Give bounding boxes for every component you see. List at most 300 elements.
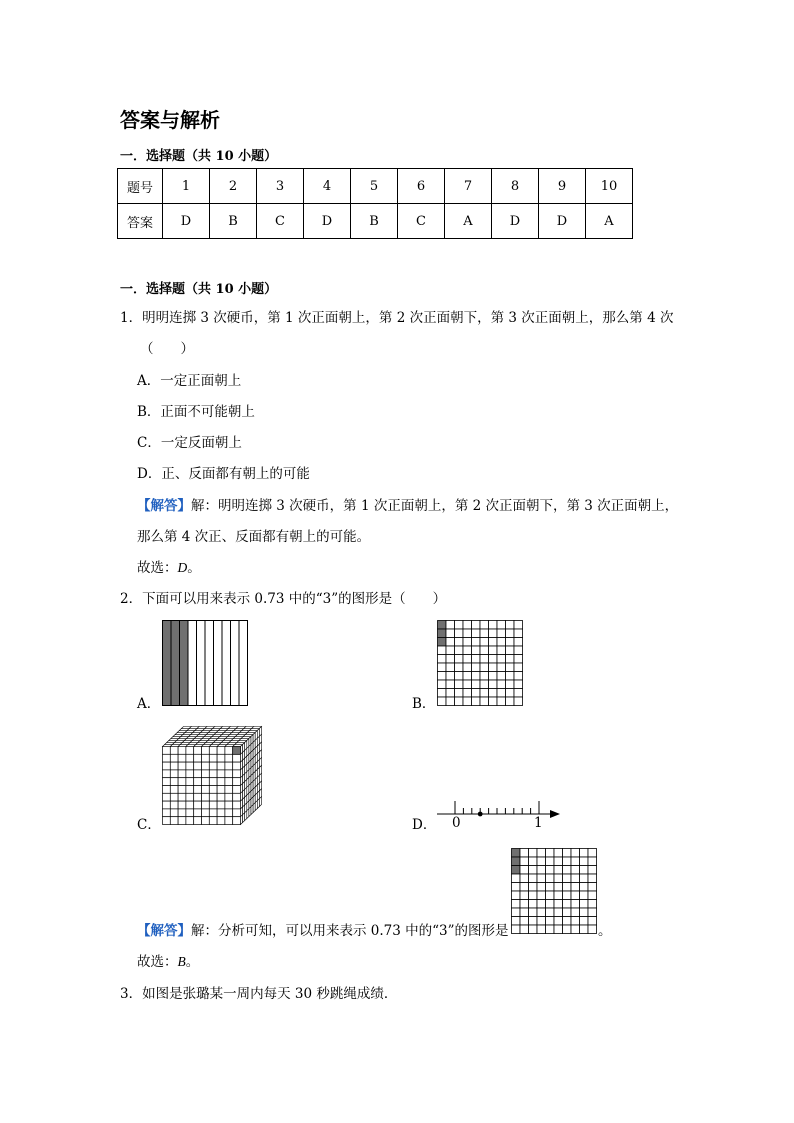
grid-cell xyxy=(455,672,464,681)
grid-cell xyxy=(480,638,489,647)
grid-cell xyxy=(463,663,472,672)
table-cell: C xyxy=(398,204,445,239)
grid-cell xyxy=(489,672,498,681)
grid-cell xyxy=(537,917,546,926)
number-line-end-label: 1 xyxy=(534,815,543,831)
grid-cell xyxy=(446,646,455,655)
grid-cell xyxy=(472,697,481,706)
grid-cell xyxy=(497,646,506,655)
table-header-cell: 答案 xyxy=(118,204,163,239)
table-cell: D xyxy=(492,204,539,239)
cube-front-cell xyxy=(186,817,194,825)
cube-front-cell xyxy=(209,817,217,825)
grid-cell xyxy=(554,874,563,883)
section-heading-table: 一．选择题（共 10 小题） xyxy=(120,149,278,164)
grid-cell xyxy=(588,917,597,926)
cube-front-cell xyxy=(225,747,233,755)
analysis-text: 解：明明连掷 3 次硬币，第 1 次正面朝上，第 2 次正面朝下，第 3 次正面朝上， xyxy=(191,498,679,514)
cube-front-cell xyxy=(217,786,225,794)
table-cell: B xyxy=(351,204,398,239)
cube-front-cell xyxy=(209,770,217,778)
cube-front-cell xyxy=(233,778,241,786)
grid-cell xyxy=(571,917,580,926)
table-cell: 8 xyxy=(492,169,539,204)
grid-cell xyxy=(472,646,481,655)
grid-cell xyxy=(446,680,455,689)
cube-front-cell xyxy=(163,786,171,794)
table-cell: 5 xyxy=(351,169,398,204)
grid-cell xyxy=(520,883,529,892)
grid-cell xyxy=(489,629,498,638)
grid-cell xyxy=(520,908,529,917)
grid-cell xyxy=(512,891,521,900)
cube-front-cell xyxy=(209,747,217,755)
question-1-choice xyxy=(137,559,201,577)
cube-front-cell xyxy=(209,754,217,762)
cube-front-cell xyxy=(163,801,171,809)
question-1-option-a: A．一定正面朝上 xyxy=(137,373,242,389)
cube-front-cell xyxy=(186,778,194,786)
grid-cell xyxy=(563,849,572,858)
grid-cell xyxy=(554,849,563,858)
cube-front-cell xyxy=(194,770,202,778)
grid-cell xyxy=(554,925,563,934)
cube-front-cell xyxy=(225,754,233,762)
cube-side-cell xyxy=(249,807,251,817)
grid-cell xyxy=(472,629,481,638)
grid-cell xyxy=(514,629,523,638)
table-cell: A xyxy=(586,204,633,239)
grid-cell xyxy=(537,857,546,866)
cube-front-cell xyxy=(178,778,186,786)
grid-cell xyxy=(520,900,529,909)
cube-front-cell xyxy=(186,762,194,770)
grid-cell xyxy=(563,891,572,900)
table-cell: C xyxy=(257,204,304,239)
cube-front-cell xyxy=(233,809,241,817)
question-1-option-b: B．正面不可能朝上 xyxy=(137,404,255,420)
page-title: 答案与解析 xyxy=(120,108,220,132)
grid-cell xyxy=(580,874,589,883)
grid-cell xyxy=(506,638,515,647)
grid-cell xyxy=(506,646,515,655)
grid-cell xyxy=(497,697,506,706)
choice-letter: B xyxy=(177,954,186,969)
cube-front-cell xyxy=(217,747,225,755)
cube-front-cell xyxy=(217,809,225,817)
cube-front-cell xyxy=(178,770,186,778)
cube-front-cell xyxy=(233,793,241,801)
grid-cell xyxy=(480,621,489,630)
grid-cell xyxy=(497,672,506,681)
grid-cell xyxy=(463,697,472,706)
grid-cell xyxy=(529,874,538,883)
cube-front-cell xyxy=(178,817,186,825)
grid-cell xyxy=(455,629,464,638)
grid-cell xyxy=(520,891,529,900)
grid-cell xyxy=(588,849,597,858)
cube-front-cell xyxy=(163,754,171,762)
cube-front-cell xyxy=(163,747,171,755)
grid-cell xyxy=(472,689,481,698)
strip xyxy=(239,621,248,706)
grid-cell xyxy=(497,629,506,638)
cube-front-cell xyxy=(163,778,171,786)
grid-cell xyxy=(563,866,572,875)
grid-cell xyxy=(480,672,489,681)
shaded-cell xyxy=(438,638,447,647)
cube-side-cell xyxy=(255,801,257,811)
grid-cell xyxy=(580,925,589,934)
cube-front-cell xyxy=(202,801,210,809)
grid-cell xyxy=(563,857,572,866)
grid-cell xyxy=(554,908,563,917)
grid-cell xyxy=(489,663,498,672)
cube-front-cell xyxy=(178,747,186,755)
grid-cell xyxy=(580,857,589,866)
grid-cell xyxy=(571,891,580,900)
grid-cell xyxy=(529,857,538,866)
table-row xyxy=(118,204,633,239)
grid-cell xyxy=(506,663,515,672)
grid-cell xyxy=(520,917,529,926)
grid-cell xyxy=(489,621,498,630)
cube-side-cell xyxy=(251,805,253,815)
cube-front-cell xyxy=(202,809,210,817)
grid-cell xyxy=(463,646,472,655)
table-cell: 1 xyxy=(163,169,210,204)
grid-cell xyxy=(446,663,455,672)
strip xyxy=(188,621,197,706)
grid-cell xyxy=(489,689,498,698)
cube-front-cell xyxy=(194,762,202,770)
grid-cell xyxy=(463,638,472,647)
grid-cell xyxy=(446,697,455,706)
table-row xyxy=(118,169,633,204)
number-line-point xyxy=(478,812,483,817)
cube-front-cell xyxy=(225,786,233,794)
cube-front-cell xyxy=(186,786,194,794)
grid-cell xyxy=(514,638,523,647)
grid-cell xyxy=(446,689,455,698)
cube-front-cell xyxy=(163,817,171,825)
grid-cell xyxy=(489,646,498,655)
strip xyxy=(214,621,223,706)
grid-cell xyxy=(514,663,523,672)
question-1-stem: 1．明明连掷 3 次硬币，第 1 次正面朝上，第 2 次正面朝下，第 3 次正面朝上，那么第 4 次 xyxy=(120,310,674,326)
cube-front-cell xyxy=(209,778,217,786)
figure-c-cube xyxy=(162,726,262,828)
cube-front-cell xyxy=(233,817,241,825)
grid-cell xyxy=(446,672,455,681)
cube-front-cell xyxy=(209,809,217,817)
grid-cell xyxy=(497,663,506,672)
question-2-choice xyxy=(137,953,199,971)
cube-front-cell xyxy=(186,809,194,817)
answer-table xyxy=(117,168,633,239)
table-cell: D xyxy=(163,204,210,239)
cube-front-cell xyxy=(209,801,217,809)
cube-front-cell xyxy=(202,786,210,794)
analysis-text: 解：分析可知，可以用来表示 0.73 中的“3”的图形是 xyxy=(191,923,509,939)
grid-cell xyxy=(506,621,515,630)
grid-cell xyxy=(571,925,580,934)
cube-front-cell xyxy=(202,754,210,762)
grid-cell xyxy=(588,925,597,934)
cube-front-cell xyxy=(186,747,194,755)
grid-cell xyxy=(563,908,572,917)
grid-cell xyxy=(588,900,597,909)
grid-cell xyxy=(529,900,538,909)
grid-cell xyxy=(497,621,506,630)
grid-cell xyxy=(514,680,523,689)
grid-cell xyxy=(571,857,580,866)
cube-front-cell xyxy=(217,801,225,809)
grid-cell xyxy=(438,680,447,689)
cube-front-cell xyxy=(178,786,186,794)
grid-cell xyxy=(480,663,489,672)
grid-cell xyxy=(537,891,546,900)
cube-front-cell xyxy=(163,809,171,817)
grid-cell xyxy=(455,655,464,664)
grid-cell xyxy=(489,655,498,664)
grid-cell xyxy=(480,689,489,698)
question-2-stem: 2．下面可以用来表示 0.73 中的“3”的图形是（ ） xyxy=(120,591,447,607)
grid-cell xyxy=(497,689,506,698)
cube-front-cell xyxy=(225,762,233,770)
grid-cell xyxy=(529,917,538,926)
grid-cell xyxy=(512,908,521,917)
grid-cell xyxy=(563,874,572,883)
strip xyxy=(222,621,231,706)
choice-suffix: 。 xyxy=(185,954,200,970)
cube-front-cell xyxy=(194,747,202,755)
grid-cell xyxy=(514,697,523,706)
grid-cell xyxy=(529,883,538,892)
grid-cell xyxy=(463,629,472,638)
strip xyxy=(231,621,240,706)
grid-cell xyxy=(463,680,472,689)
cube-front-cell xyxy=(194,801,202,809)
cube-front-cell xyxy=(178,762,186,770)
cube-front-cell xyxy=(170,801,178,809)
cube-front-cell xyxy=(170,778,178,786)
grid-cell xyxy=(588,891,597,900)
cube-front-cell xyxy=(209,793,217,801)
grid-cell xyxy=(497,638,506,647)
grid-cell xyxy=(520,866,529,875)
grid-cell xyxy=(472,663,481,672)
grid-cell xyxy=(546,849,555,858)
shaded-cell xyxy=(438,621,447,630)
grid-cell xyxy=(571,908,580,917)
table-cell: 3 xyxy=(257,169,304,204)
figure-c-label: C． xyxy=(137,817,161,833)
grid-cell xyxy=(512,900,521,909)
grid-cell xyxy=(472,621,481,630)
cube-front-cell xyxy=(233,770,241,778)
answer-tag: 【解答】 xyxy=(137,923,191,939)
shaded-cell xyxy=(512,857,521,866)
grid-cell xyxy=(546,908,555,917)
cube-front-cell xyxy=(233,801,241,809)
choice-suffix: 。 xyxy=(187,560,201,576)
cube-front-cell xyxy=(225,809,233,817)
figure-a-label: A． xyxy=(137,696,161,712)
grid-cell xyxy=(546,917,555,926)
cube-front-cell xyxy=(209,762,217,770)
choice-letter: D xyxy=(177,560,188,575)
cube-front-cell xyxy=(194,809,202,817)
cube-front-cell xyxy=(225,817,233,825)
grid-cell xyxy=(446,655,455,664)
cube-front-cell xyxy=(186,770,194,778)
grid-cell xyxy=(455,638,464,647)
grid-cell xyxy=(554,900,563,909)
grid-cell xyxy=(455,689,464,698)
cube-front-cell xyxy=(217,793,225,801)
grid-cell xyxy=(463,621,472,630)
cube-front-cell xyxy=(202,817,210,825)
strip xyxy=(205,621,214,706)
grid-cell xyxy=(546,857,555,866)
grid-cell xyxy=(446,629,455,638)
table-cell: 2 xyxy=(210,169,257,204)
cube-front-cell xyxy=(225,770,233,778)
strip xyxy=(197,621,206,706)
grid-cell xyxy=(537,849,546,858)
cube-front-cell xyxy=(178,754,186,762)
grid-cell xyxy=(537,883,546,892)
grid-cell xyxy=(514,655,523,664)
cube-front-cell xyxy=(202,770,210,778)
cube-front-cell xyxy=(194,778,202,786)
grid-cell xyxy=(514,621,523,630)
grid-cell xyxy=(554,883,563,892)
grid-cell xyxy=(489,697,498,706)
question-3-stem: 3．如图是张璐某一周内每天 30 秒跳绳成绩． xyxy=(120,986,398,1002)
cube-front-cell xyxy=(170,817,178,825)
shaded-cell xyxy=(512,866,521,875)
shaded-strip xyxy=(180,621,189,706)
grid-cell xyxy=(529,891,538,900)
cube-front-cell xyxy=(225,793,233,801)
grid-cell xyxy=(489,638,498,647)
grid-cell xyxy=(571,883,580,892)
grid-cell xyxy=(554,891,563,900)
grid-cell xyxy=(455,697,464,706)
figure-b-label: B． xyxy=(412,696,436,712)
grid-cell xyxy=(580,900,589,909)
grid-cell xyxy=(480,646,489,655)
figure-d-label: D． xyxy=(412,817,437,833)
cube-front-cell xyxy=(233,762,241,770)
grid-cell xyxy=(455,646,464,655)
grid-cell xyxy=(537,908,546,917)
cube-front-cell xyxy=(170,786,178,794)
grid-cell xyxy=(554,917,563,926)
grid-cell xyxy=(571,866,580,875)
figure-b-grid xyxy=(437,620,523,706)
cube-side-cell xyxy=(245,811,247,821)
cube-front-cell xyxy=(178,801,186,809)
grid-cell xyxy=(438,655,447,664)
grid-cell xyxy=(554,857,563,866)
grid-cell xyxy=(512,883,521,892)
cube-front-cell xyxy=(170,754,178,762)
cube-front-cell xyxy=(202,747,210,755)
grid-cell xyxy=(472,672,481,681)
grid-cell xyxy=(588,883,597,892)
grid-cell xyxy=(537,900,546,909)
grid-cell xyxy=(506,672,515,681)
grid-cell xyxy=(537,866,546,875)
figure-a-strips xyxy=(162,620,248,706)
grid-cell xyxy=(580,883,589,892)
number-line-start-label: 0 xyxy=(452,815,461,831)
number-line-arrow xyxy=(550,810,560,818)
grid-cell xyxy=(463,689,472,698)
grid-cell xyxy=(512,874,521,883)
cube-front-cell xyxy=(194,754,202,762)
grid-cell xyxy=(529,849,538,858)
table-cell: 9 xyxy=(539,169,586,204)
cube-front-cell xyxy=(186,793,194,801)
grid-cell xyxy=(529,908,538,917)
choice-prefix: 故选： xyxy=(137,560,178,576)
grid-cell xyxy=(520,857,529,866)
section-heading-questions: 一．选择题（共 10 小题） xyxy=(120,282,278,297)
grid-cell xyxy=(512,925,521,934)
cube-front-cell xyxy=(217,762,225,770)
question-1-paren: （ ） xyxy=(140,341,194,357)
cube-front-cell xyxy=(217,770,225,778)
cube-side-cell xyxy=(253,803,255,813)
table-cell: D xyxy=(304,204,351,239)
grid-cell xyxy=(580,917,589,926)
choice-prefix: 故选： xyxy=(137,954,178,970)
answer-grid-figure xyxy=(511,848,597,934)
grid-cell xyxy=(554,866,563,875)
cube-front-cell xyxy=(202,793,210,801)
cube-front-cell xyxy=(233,754,241,762)
grid-cell xyxy=(506,689,515,698)
cube-front-cell xyxy=(217,778,225,786)
grid-cell xyxy=(472,680,481,689)
cube-front-cell xyxy=(170,770,178,778)
shaded-cell xyxy=(512,849,521,858)
cube-side-cell xyxy=(243,813,245,823)
grid-cell xyxy=(438,689,447,698)
cube-front-cell xyxy=(217,754,225,762)
grid-cell xyxy=(580,908,589,917)
question-1-analysis-cont: 那么第 4 次正、反面都有朝上的可能。 xyxy=(137,529,371,545)
grid-cell xyxy=(571,900,580,909)
grid-cell xyxy=(588,908,597,917)
grid-cell xyxy=(546,891,555,900)
table-cell: 4 xyxy=(304,169,351,204)
cube-front-cell xyxy=(186,801,194,809)
cube-front-cell xyxy=(163,770,171,778)
grid-cell xyxy=(506,697,515,706)
grid-cell xyxy=(563,917,572,926)
cube-front-cell xyxy=(202,778,210,786)
cube-front-cell xyxy=(163,762,171,770)
cube-front-cell xyxy=(170,762,178,770)
cube-front-cell xyxy=(178,809,186,817)
grid-cell xyxy=(520,874,529,883)
grid-cell xyxy=(446,638,455,647)
